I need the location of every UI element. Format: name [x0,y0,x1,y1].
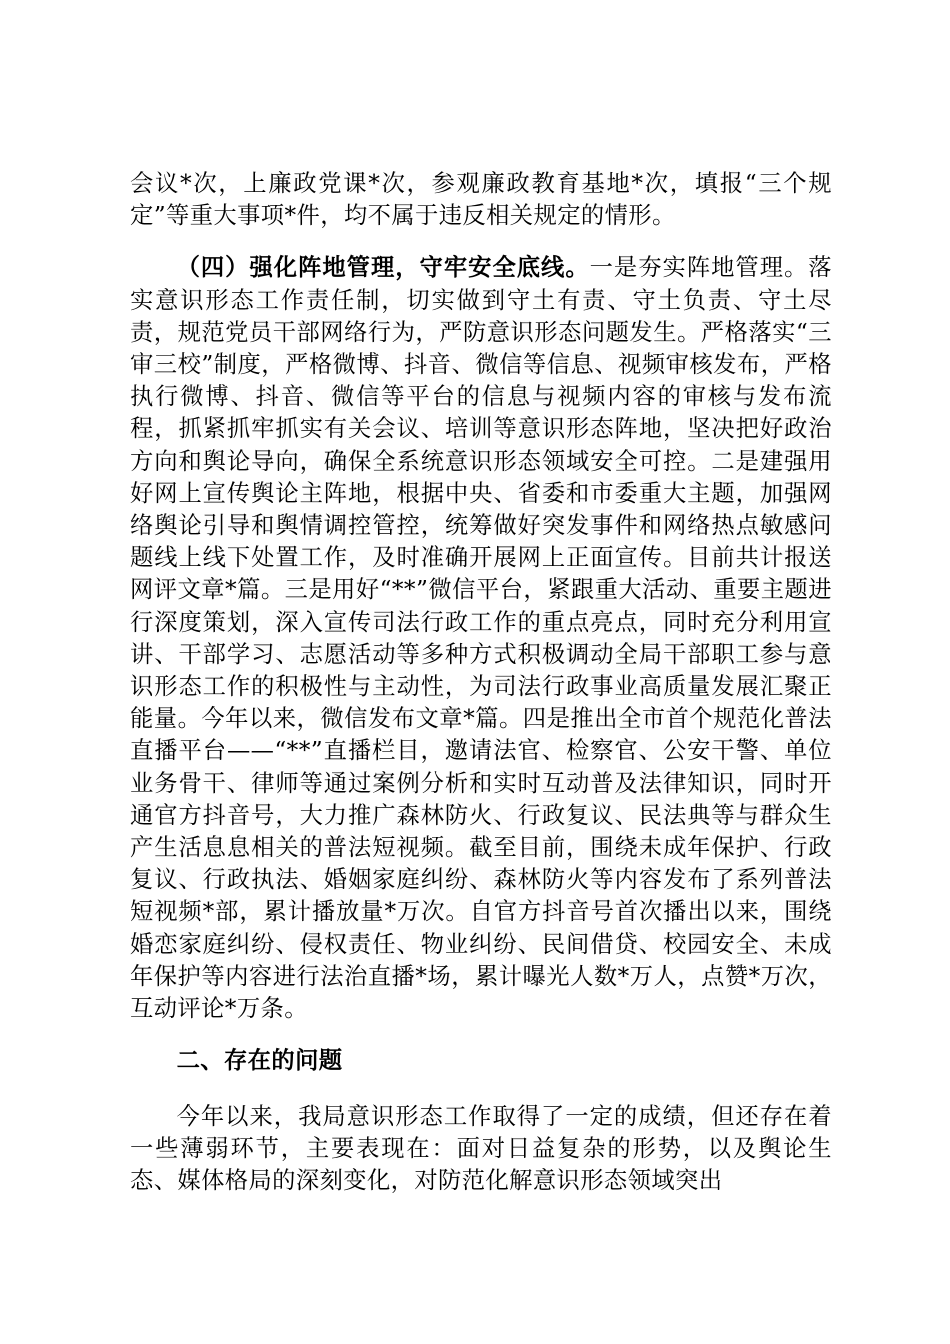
paragraph-continuation: 会议*次，上廉政党课*次，参观廉政教育基地*次，填报“三个规定”等重大事项*件，均不属于违反相关规定的情形。 [130,170,832,230]
document-page [130,168,832,1197]
section-four-heading: （四）强化阵地管理，守牢安全底线。 [176,254,590,282]
section-heading-problems: 二、存在的问题 [176,1047,343,1075]
paragraph-section-four [130,252,832,1025]
paragraph-problems-intro: 今年以来，我局意识形态工作取得了一定的成绩，但还存在着一些薄弱环节，主要表现在：面对日益复杂的形势，以及舆论生态、媒体格局的深刻变化，对防范化解意识形态领域突出 [130,1102,832,1195]
section-four-body: 一是夯实阵地管理。落实意识形态工作责任制，切实做到守土有责、守土负责、守土尽责，规范党员干部网络行为，严防意识形态问题发生。严格落实“三审三校”制度，严格微博、抖音、微信等信息、视频审核发布，严格执行微博、抖音、微信等平台的信息与视频内容的审核与发布流程，抓紧抓牢抓实有关会议、培训等意识形态阵地，坚决把好政治方向和舆论导向，确保全系统意识形态领域安全可控。二是建强用好网上宣传舆论主阵地，根据中央、省委和市委重大主题，加强网络舆论引导和舆情调控管控，统筹做好突发事件和网络热点敏感问题线上线下处置工作，及时准确开展网上正面宣传。目前共计报送网评文章*篇。三是用好“**”微信平台，紧跟重大活动、重要主题进行深度策划，深入宣传司法行政工作的重点亮点，同时充分利用宣讲、干部学习、志愿活动等多种方式积极调动全局干部职工参与意识形态工作的积极性与主动性，为司法行政事业高质量发展汇聚正能量。今年以来，微信发布文章*篇。四是推出全市首个规范化普法直播平台——“**”直播栏目，邀请法官、检察官、公安干警、单位业务骨干、律师等通过案例分析和实时互动普及法律知识，同时开通官方抖音号，大力推广森林防火、行政复议、民法典等与群众生产生活息息相关的普法短视频。截至目前，围绕未成年保护、行政复议、行政执法、婚姻家庭纠纷、森林防火等内容发布了系列普法短视频*部，累计播放量*万次。自官方抖音号首次播出以来，围绕婚恋家庭纠纷、侵权责任、物业纠纷、民间借贷、校园安全、未成年保护等内容进行法治直播*场，累计曝光人数*万人，点赞*万次，互动评论*万条。 [130,254,833,1023]
